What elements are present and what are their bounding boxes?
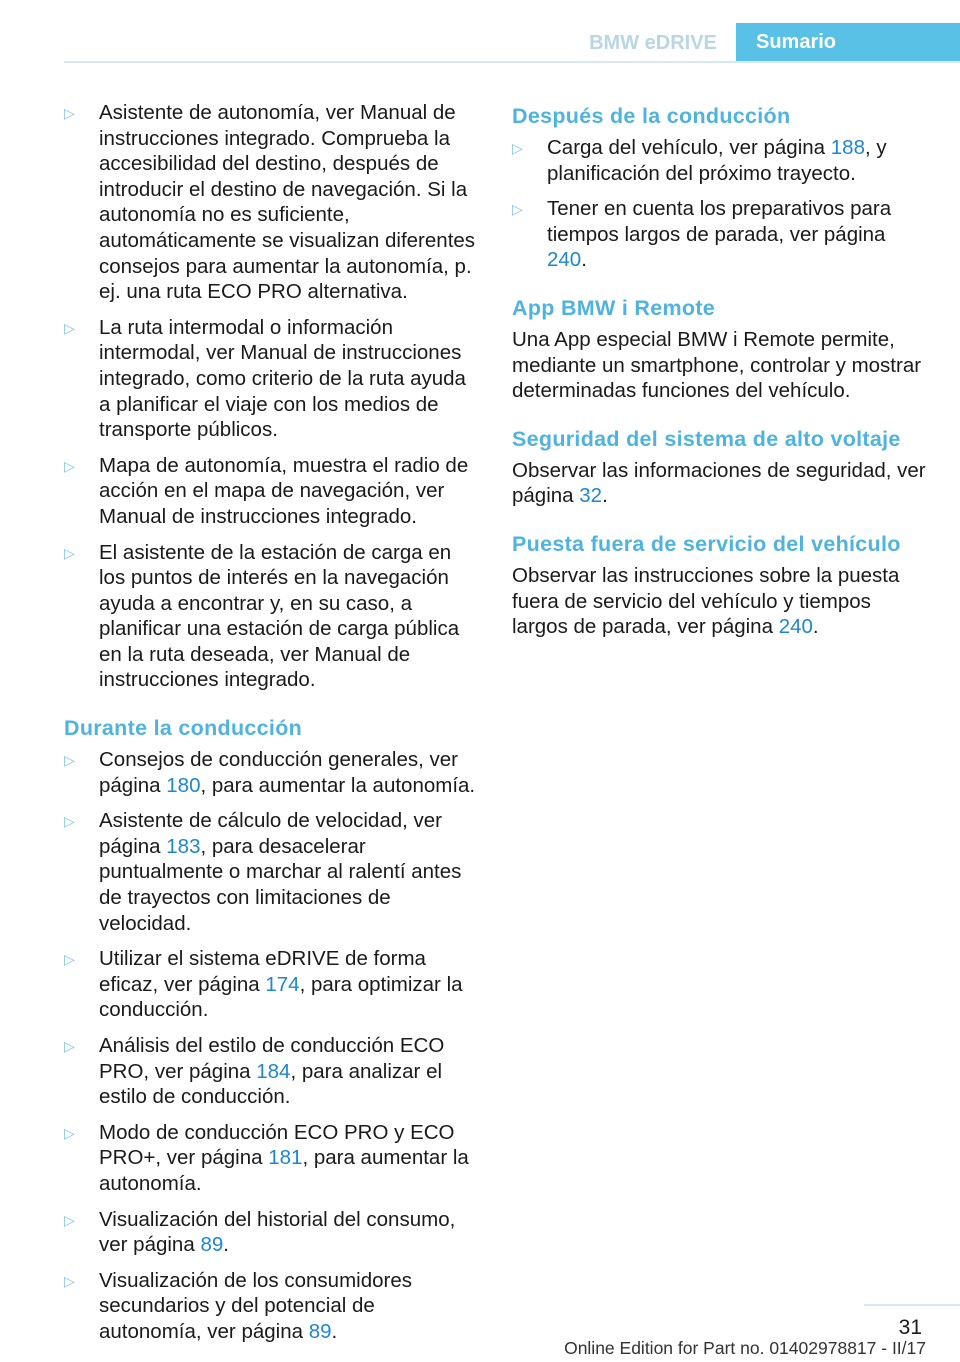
triangle-right-icon: ▷ [512, 201, 523, 218]
header-chapter-tab: Sumario [736, 23, 960, 61]
page-link[interactable]: 89 [308, 1319, 332, 1343]
list-item: ▷ Utilizar el sistema eDRIVE de forma eficaz, ver página 174, para optimizar la conducción. [64, 947, 463, 1022]
list-item: ▷ Mapa de autonomía, muestra el radio de acción en el mapa de navegación, ver Manual de instrucciones integrado. [64, 453, 469, 528]
intro-bullet-list [64, 100, 480, 693]
header-divider [64, 61, 960, 63]
triangle-right-icon: ▷ [64, 1038, 75, 1054]
triangle-right-icon: ▷ [64, 457, 75, 474]
safety-paragraph: Observar las informaciones de seguridad, ver página 32. [512, 458, 926, 508]
decommission-paragraph: Observar las instrucciones sobre la puesta fuera de servicio del vehículo y tiempos largos de parada, ver página 240. [512, 563, 900, 639]
list-item: ▷ Modo de conducción ECO PRO y ECO PRO+, ver página 181, para aumentar la autonomía. [64, 1120, 469, 1195]
triangle-right-icon: ▷ [64, 813, 75, 830]
page-link[interactable]: 89 [200, 1233, 224, 1257]
after-bullet-list [512, 135, 926, 273]
list-item: ▷ Consejos de conducción generales, ver página 180, para aumentar la autonomía. [64, 748, 476, 797]
page-number: 31 [898, 1316, 922, 1339]
list-item: ▷ Carga del vehículo, ver página 188, y planificación del próximo trayecto. [512, 136, 887, 185]
triangle-right-icon: ▷ [64, 1211, 75, 1228]
footer-divider [864, 1304, 960, 1306]
list-item: ▷ Visualización del historial del consumo, ver página 89. [64, 1207, 456, 1257]
left-column [64, 100, 480, 1355]
section-heading-app: App BMW i Remote [512, 295, 716, 320]
page-link[interactable]: 183 [166, 834, 201, 858]
triangle-right-icon: ▷ [64, 319, 75, 336]
during-bullet-list [64, 747, 480, 1344]
triangle-right-icon: ▷ [64, 951, 75, 968]
app-paragraph: Una App especial BMW i Remote permite, mediante un smartphone, controlar y mostrar determinadas funciones del vehículo. [512, 327, 922, 403]
right-column [512, 100, 926, 640]
list-item: ▷ Análisis del estilo de conducción ECO PRO, ver página 184, para analizar el estilo de conducción. [64, 1034, 445, 1109]
list-item: ▷ La ruta intermodal o información intermodal, ver Manual de instrucciones integrado, como criterio de la ruta ayuda a planificar el viaje con los medios de transporte públicos. [64, 315, 466, 442]
list-item: ▷ Visualización de los consumidores secundarios y del potencial de autonomía, ver página 89. [64, 1268, 412, 1343]
triangle-right-icon: ▷ [64, 1272, 75, 1289]
header-section-title: BMW eDRIVE [589, 32, 717, 54]
list-item: ▷ Asistente de cálculo de velocidad, ver página 183, para desacelerar puntualmente o marchar al ralentí antes de trayectos con limitaciones de velocidad. [64, 809, 462, 935]
section-heading-safety: Seguridad del sistema de alto voltaje [512, 426, 901, 451]
section-heading-during: Durante la conducción [64, 716, 303, 741]
triangle-right-icon: ▷ [64, 105, 75, 121]
page-link[interactable]: 174 [265, 972, 300, 996]
page-link[interactable]: 180 [166, 773, 201, 797]
page-link[interactable]: 184 [256, 1059, 291, 1083]
triangle-right-icon: ▷ [64, 544, 75, 561]
list-item: ▷ Tener en cuenta los preparativos para tiempos largos de parada, ver página 240. [512, 197, 892, 272]
triangle-right-icon: ▷ [64, 1124, 75, 1141]
page-link[interactable]: 240 [547, 248, 582, 272]
section-heading-after: Después de la conducción [512, 104, 791, 128]
triangle-right-icon: ▷ [512, 140, 523, 156]
page-link[interactable]: 181 [268, 1146, 303, 1170]
list-item: ▷ Asistente de autonomía, ver Manual de instrucciones integrado. Comprueba la accesibilidad del destino, después de introducir el destino de navegación. Si la autonomía no es suficiente, automáticamente se visualizan diferentes consejos para aumentar la autonomía, p. ej. una ruta ECO PRO alternativa. [64, 101, 476, 304]
edition-note: Online Edition for Part no. 01402978817 - II/17 [564, 1338, 926, 1358]
triangle-right-icon: ▷ [64, 752, 75, 769]
page-link[interactable]: 32 [579, 484, 603, 508]
section-heading-decommission: Puesta fuera de servicio del vehículo [512, 531, 901, 556]
list-item: ▷ El asistente de la estación de carga en los puntos de interés en la navegación ayuda a encontrar y, en su caso, a planificar una estación de carga pública en la ruta deseada, ver Manual de instrucciones integrado. [64, 540, 460, 692]
page-link[interactable]: 188 [830, 136, 865, 159]
page-link[interactable]: 240 [778, 615, 813, 639]
